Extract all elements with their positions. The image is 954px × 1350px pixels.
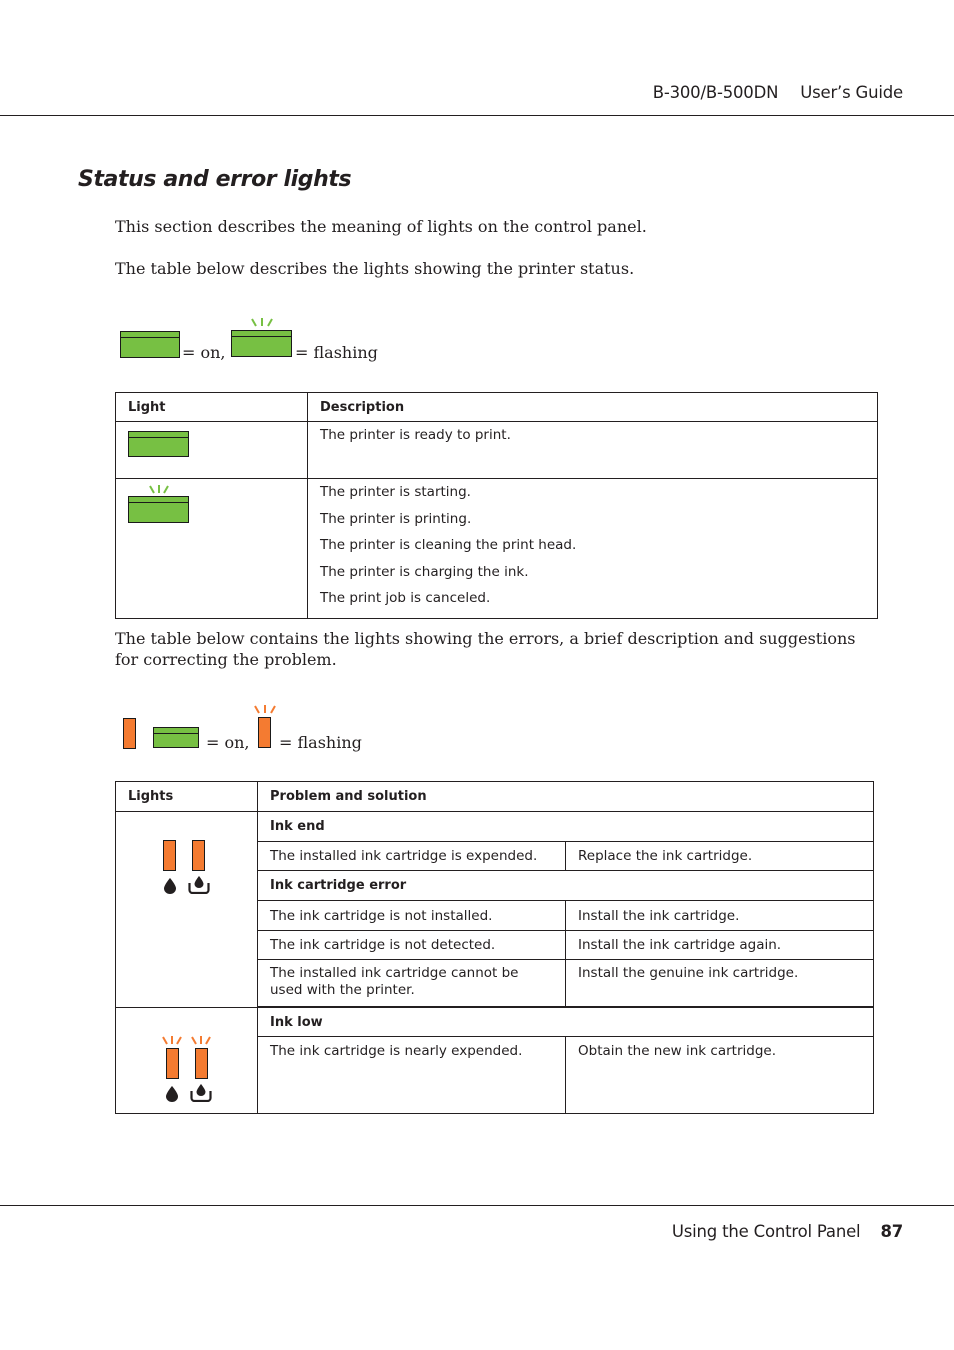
error-lights-table (115, 781, 874, 1114)
description-cell (308, 479, 878, 619)
intro-paragraph-2: The table below describes the lights showing the printer status. (115, 259, 635, 278)
ink-drop-icon (165, 1085, 179, 1102)
section-title-ink-cartridge-error: Ink cartridge error (258, 871, 874, 901)
running-footer (672, 1222, 903, 1241)
ink-cartridge-icon (188, 875, 210, 894)
table-row (116, 422, 878, 479)
problem-cell: The ink cartridge is not installed. (258, 901, 566, 931)
header-rule (0, 115, 954, 116)
table-row (116, 812, 874, 842)
running-header (653, 83, 903, 102)
light-cell (116, 422, 308, 479)
green-light-on-icon (128, 431, 189, 457)
green-light-on-icon (153, 727, 199, 748)
section-title-ink-low: Ink low (258, 1008, 874, 1037)
flash-rays-icon (161, 1035, 183, 1045)
description-line: The printer is starting. (320, 484, 471, 500)
col-header-description: Description (308, 393, 878, 422)
flash-rays-icon (250, 317, 274, 328)
orange-light-flashing-icon (258, 717, 271, 748)
legend-on-text: = on, (182, 343, 226, 362)
flash-rays-icon (148, 484, 170, 494)
problem-cell: The ink cartridge is nearly expended. (258, 1037, 566, 1114)
description-line: The printer is ready to print. (320, 427, 511, 443)
description-line: The print job is canceled. (320, 590, 491, 606)
lights-cell (116, 812, 258, 1008)
problem-cell: The ink cartridge is not detected. (258, 931, 566, 960)
flash-rays-icon (190, 1035, 212, 1045)
orange-light-on-icon (192, 840, 205, 871)
col-header-problem-solution: Problem and solution (258, 782, 874, 812)
flash-rays-icon (253, 704, 277, 715)
description-cell (308, 422, 878, 479)
orange-light-flashing-icon (166, 1048, 179, 1079)
error-intro-paragraph: The table below contains the lights showing the errors, a brief description and suggestions for correcting the problem. (115, 629, 856, 669)
green-light-flashing-icon (128, 496, 189, 523)
legend-flashing-text: = flashing (295, 343, 378, 362)
solution-cell: Obtain the new ink cartridge. (566, 1037, 874, 1114)
green-light-flashing-icon (231, 330, 292, 357)
ink-cartridge-icon (190, 1083, 212, 1102)
page-number: 87 (880, 1222, 903, 1241)
solution-cell: Install the ink cartridge. (566, 901, 874, 931)
solution-cell: Install the genuine ink cartridge. (566, 960, 874, 1007)
section-title-ink-end: Ink end (258, 812, 874, 842)
header-model: B-300/B-500DN (652, 83, 779, 102)
light-cell (116, 479, 308, 619)
legend-on-text: = on, (206, 733, 250, 752)
col-header-lights: Lights (116, 782, 258, 812)
footer-section: Using the Control Panel (671, 1222, 861, 1241)
header-guide: User’s Guide (800, 83, 903, 102)
intro-paragraph-1: This section describes the meaning of lights on the control panel. (115, 217, 647, 236)
ink-drop-icon (163, 877, 177, 894)
legend-flashing-text: = flashing (279, 733, 362, 752)
problem-cell: The installed ink cartridge is expended. (258, 842, 566, 871)
lights-cell (116, 1008, 258, 1114)
description-line: The printer is charging the ink. (320, 563, 529, 580)
status-lights-table (115, 392, 878, 619)
table-row (116, 1008, 874, 1037)
problem-cell: The installed ink cartridge cannot be used with the printer. (258, 960, 566, 1007)
orange-light-on-icon (163, 840, 176, 871)
orange-light-on-icon (123, 718, 136, 749)
solution-cell: Replace the ink cartridge. (566, 842, 874, 871)
description-line: The printer is cleaning the print head. (320, 537, 577, 553)
col-header-light: Light (116, 393, 308, 422)
solution-cell: Install the ink cartridge again. (566, 931, 874, 960)
description-line: The printer is printing. (320, 510, 472, 527)
table-row (116, 479, 878, 619)
green-light-on-icon (120, 331, 180, 358)
footer-rule (0, 1205, 954, 1206)
orange-light-flashing-icon (195, 1048, 208, 1079)
section-title: Status and error lights (78, 167, 352, 192)
